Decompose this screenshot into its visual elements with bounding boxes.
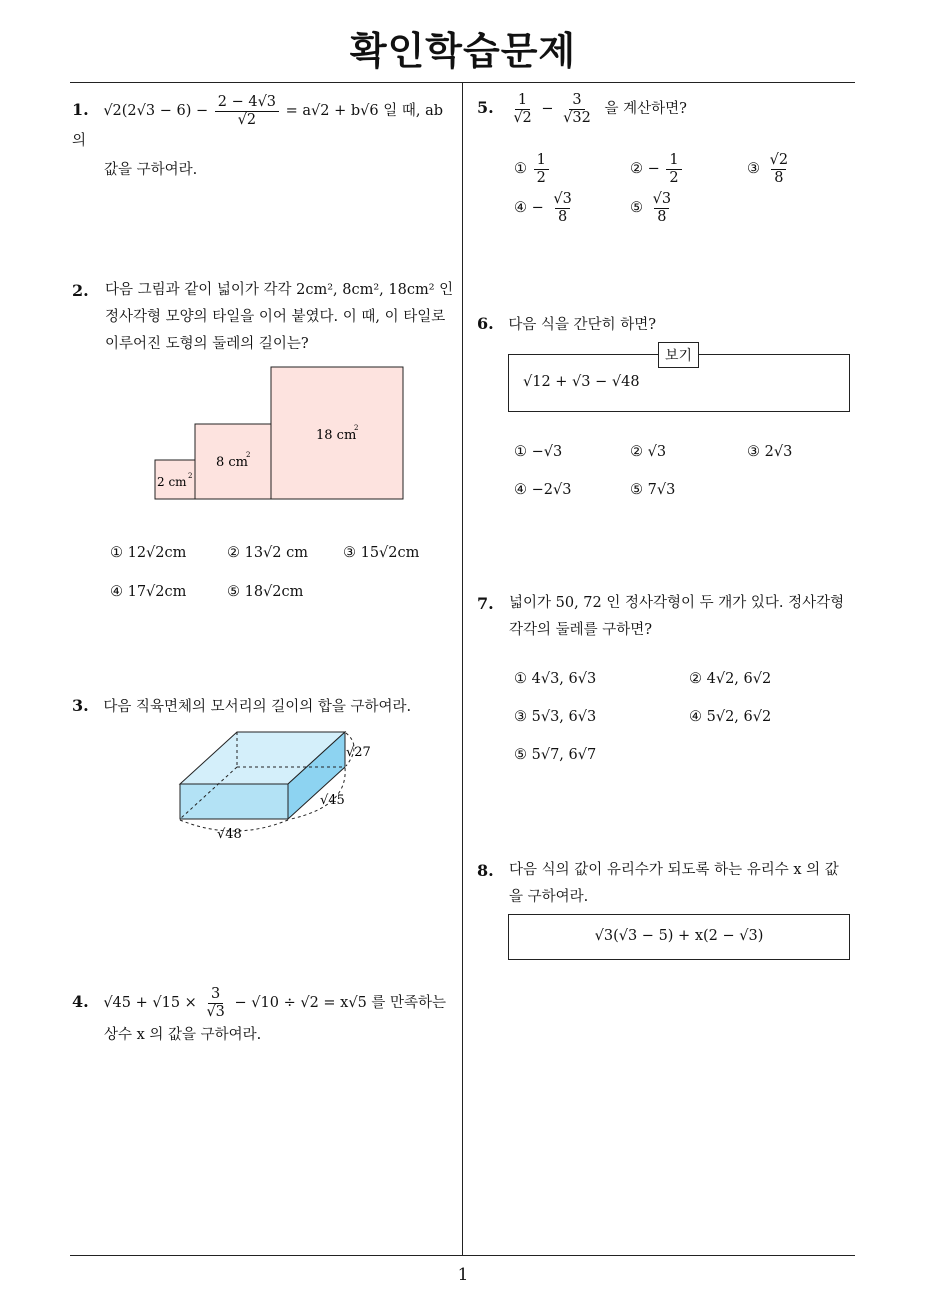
q8-expression-box bbox=[508, 914, 850, 960]
choice-den: 2 bbox=[666, 169, 681, 187]
question-3 bbox=[72, 692, 460, 721]
choice-mark: ① bbox=[514, 161, 527, 178]
q6-box-expression: √12 + √3 − √48 bbox=[523, 374, 640, 390]
q8-line: 다음 식의 값이 유리수가 되도록 하는 유리수 x 의 값 bbox=[509, 862, 839, 878]
question-number: 8. bbox=[477, 861, 494, 880]
question-7 bbox=[477, 590, 862, 644]
q6-choice-5[interactable]: ⑤ 7√3 bbox=[630, 482, 676, 498]
q5-choice-3[interactable] bbox=[747, 152, 793, 186]
choice-fraction bbox=[534, 152, 549, 186]
bottom-rule bbox=[70, 1255, 855, 1256]
question-4 bbox=[72, 986, 460, 1049]
q3-text: 다음 직육면체의 모서리의 길이의 합을 구하여라. bbox=[103, 699, 412, 715]
q1-expression-right: = a√2 + b√6 일 때, ab 의 bbox=[72, 103, 444, 150]
q7-choice-1[interactable]: ① 4√3, 6√3 bbox=[514, 671, 597, 687]
q5-fraction-1 bbox=[510, 92, 534, 126]
q5-f2-den: √32 bbox=[563, 109, 591, 126]
q4-frac-num: 3 bbox=[208, 986, 223, 1004]
choice-mark: ② bbox=[630, 161, 643, 178]
question-5 bbox=[477, 92, 857, 126]
q7-choice-4[interactable]: ④ 5√2, 6√2 bbox=[689, 709, 772, 725]
q5-choice-4[interactable] bbox=[514, 191, 577, 225]
question-number: 5. bbox=[477, 98, 494, 118]
choice-fraction bbox=[650, 191, 674, 225]
question-2 bbox=[72, 277, 460, 358]
choice-fraction bbox=[767, 152, 791, 186]
page-number: 1 bbox=[457, 1265, 469, 1285]
q2-tile-figure bbox=[150, 362, 410, 504]
choice-num: √3 bbox=[652, 191, 672, 207]
q2-choice-3[interactable]: ③ 15√2cm bbox=[343, 545, 420, 561]
q6-choice-3[interactable]: ③ 2√3 bbox=[747, 444, 793, 460]
q5-f1-den: √2 bbox=[513, 109, 532, 126]
q2-choice-4[interactable]: ④ 17√2cm bbox=[110, 584, 187, 600]
tile-label-sup: 2 bbox=[188, 472, 193, 480]
q2-line: 정사각형 모양의 타일을 이어 붙였다. 이 때, 이 타일로 bbox=[105, 309, 446, 325]
q6-choice-2[interactable]: ② √3 bbox=[630, 444, 667, 460]
cuboid-front-face bbox=[180, 784, 288, 819]
q6-text: 다음 식을 간단히 하면? bbox=[508, 317, 656, 333]
q2-choice-5[interactable]: ⑤ 18√2cm bbox=[227, 584, 304, 600]
q8-line: 을 구하여라. bbox=[509, 889, 589, 905]
question-8 bbox=[477, 857, 862, 911]
question-1 bbox=[72, 94, 457, 184]
choice-fraction bbox=[550, 191, 574, 225]
question-number: 4. bbox=[72, 992, 89, 1012]
choice-sign: − bbox=[647, 161, 660, 178]
q4-expression-right: − √10 ÷ √2 = x√5 를 만족하는 bbox=[234, 995, 447, 1012]
question-number: 2. bbox=[72, 281, 89, 300]
choice-den: 8 bbox=[555, 208, 570, 226]
q5-fraction-2 bbox=[560, 92, 594, 126]
choice-den: 2 bbox=[534, 169, 549, 187]
question-number: 7. bbox=[477, 594, 494, 613]
q3-cuboid-figure bbox=[170, 722, 400, 848]
q5-choice-1[interactable] bbox=[514, 152, 551, 186]
choice-num: √2 bbox=[769, 152, 789, 168]
tile-label-sup: 2 bbox=[354, 424, 359, 432]
tile-label-18: 18 cm bbox=[316, 428, 357, 443]
q5-text: 을 계산하면? bbox=[604, 101, 687, 118]
q1-frac-num: 2 − 4√3 bbox=[215, 94, 279, 112]
q5-f1-num: 1 bbox=[515, 92, 530, 110]
q5-f2-num: 3 bbox=[569, 92, 584, 110]
q1-frac-den: √2 bbox=[237, 111, 257, 128]
question-number: 6. bbox=[477, 314, 494, 333]
choice-num: √3 bbox=[553, 191, 572, 207]
tile-label-8: 8 cm bbox=[216, 455, 249, 470]
tile-label-2: 2 cm bbox=[157, 475, 187, 489]
q6-choice-1[interactable]: ① −√3 bbox=[514, 444, 563, 460]
page-title: 확인학습문제 bbox=[349, 29, 577, 73]
q6-choice-4[interactable]: ④ −2√3 bbox=[514, 482, 572, 498]
q7-choice-5[interactable]: ⑤ 5√7, 6√7 bbox=[514, 747, 597, 763]
q2-line: 다음 그림과 같이 넓이가 각각 2cm², 8cm², 18cm² 인 bbox=[105, 282, 454, 298]
q1-expression-left: √2(2√3 − 6) − bbox=[103, 103, 209, 120]
edge-label-right: √45 bbox=[320, 793, 345, 808]
choice-mark: ④ bbox=[514, 200, 527, 217]
q7-line: 각각의 둘레를 구하면? bbox=[509, 622, 653, 638]
q6-box-label: 보기 bbox=[658, 342, 699, 368]
choice-num: 1 bbox=[669, 152, 679, 168]
q4-expression-left: √45 + √15 × bbox=[103, 995, 197, 1012]
q4-frac-den: √3 bbox=[206, 1003, 225, 1020]
q8-box-expression: √3(√3 − 5) + x(2 − √3) bbox=[594, 928, 764, 944]
question-number: 1. bbox=[72, 100, 89, 120]
q7-choice-3[interactable]: ③ 5√3, 6√3 bbox=[514, 709, 597, 725]
edge-label-bottom: √48 bbox=[217, 827, 242, 842]
q5-choice-5[interactable] bbox=[630, 191, 676, 225]
q1-fraction bbox=[215, 94, 279, 128]
q2-choice-1[interactable]: ① 12√2cm bbox=[110, 545, 187, 561]
q7-line: 넓이가 50, 72 인 정사각형이 두 개가 있다. 정사각형 bbox=[509, 595, 845, 611]
choice-sign: − bbox=[531, 200, 544, 217]
choice-mark: ⑤ bbox=[630, 200, 643, 217]
question-number: 3. bbox=[72, 696, 89, 715]
column-divider bbox=[462, 83, 463, 1255]
choice-den: 8 bbox=[654, 208, 669, 226]
choice-num: 1 bbox=[536, 152, 546, 168]
q2-choice-2[interactable]: ② 13√2 cm bbox=[227, 545, 309, 561]
question-6 bbox=[477, 310, 857, 339]
q5-operator: − bbox=[541, 101, 554, 118]
choice-den: 8 bbox=[771, 169, 786, 187]
q7-choice-2[interactable]: ② 4√2, 6√2 bbox=[689, 671, 772, 687]
q2-line: 이루어진 도형의 둘레의 길이는? bbox=[105, 336, 309, 352]
choice-mark: ③ bbox=[747, 161, 760, 178]
q4-line-2: 상수 x 의 값을 구하여라. bbox=[104, 1027, 262, 1044]
tile-label-sup: 2 bbox=[246, 451, 251, 459]
q4-fraction bbox=[203, 986, 227, 1020]
q5-choice-2[interactable] bbox=[630, 152, 684, 186]
edge-label-top: √27 bbox=[346, 745, 371, 760]
choice-fraction bbox=[666, 152, 681, 186]
q1-line-2: 값을 구하여라. bbox=[104, 162, 198, 179]
